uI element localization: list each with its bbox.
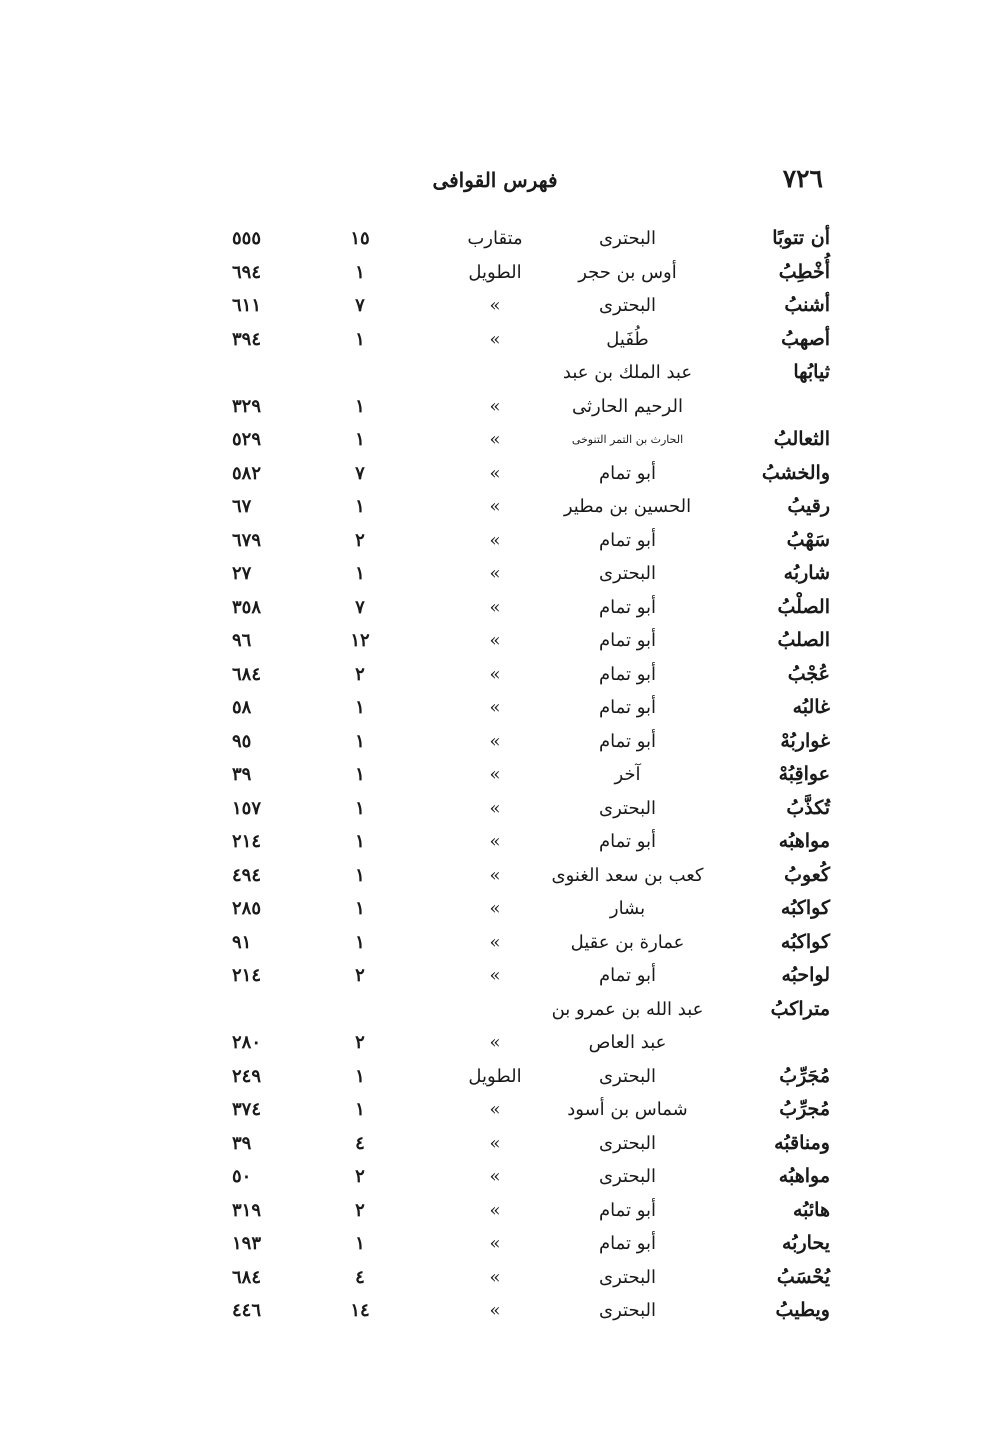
verse-count: ١ — [355, 730, 365, 752]
table-row — [0, 490, 1005, 524]
poet-name: طُفَيل — [606, 328, 649, 350]
poet-name: البحترى — [599, 563, 656, 584]
meter: » — [489, 563, 501, 584]
page-reference: ٣٥٨ — [232, 596, 262, 618]
verse-count: ٢ — [355, 1199, 365, 1221]
meter: » — [489, 395, 501, 417]
poet-name: أبو تمام — [598, 462, 657, 484]
rhyme-word: والخشبُ — [761, 461, 830, 484]
table-row — [0, 222, 1005, 256]
meter: » — [489, 295, 501, 316]
table-row — [0, 758, 1005, 792]
meter: » — [489, 1099, 501, 1120]
poet-name: أبو تمام — [598, 663, 657, 685]
poet-name: الحارث بن التمر التنوخى — [571, 433, 684, 446]
verse-count — [330, 356, 390, 390]
meter: » — [489, 462, 501, 484]
page-reference: ٦٨٤ — [232, 1266, 262, 1288]
rhyme-word: غالبُه — [792, 696, 830, 718]
verse-count: ١ — [355, 1233, 365, 1254]
rhyme-word: مُجرِّبُ — [779, 1098, 830, 1120]
page-reference: ٥٨ — [232, 697, 252, 718]
poet-name: أبو تمام — [598, 630, 657, 651]
page-reference: ١٥٧ — [232, 797, 262, 819]
rhyme-word: يحاربُه — [782, 1232, 830, 1254]
meter — [440, 993, 550, 1027]
table-row — [0, 691, 1005, 725]
page-header — [0, 160, 1005, 204]
meter: » — [489, 831, 501, 852]
meter: » — [489, 1233, 501, 1254]
poet-name: الحسين بن مطير — [563, 496, 692, 517]
rhyme-word: هائبُه — [792, 1198, 830, 1221]
meter: » — [489, 697, 501, 718]
table-row — [0, 390, 1005, 424]
meter: » — [489, 931, 501, 953]
page-reference: ٢٨٠ — [232, 1032, 262, 1053]
poet-name: البحترى — [599, 1132, 656, 1154]
rhyme-word: عواقِبُهْ — [778, 763, 830, 785]
page-number: ٧٢٦ — [782, 164, 823, 193]
table-row — [0, 289, 1005, 323]
rhyme-word: الصلْبُ — [777, 595, 830, 618]
meter: الطويل — [468, 261, 522, 283]
poet-name: أبو تمام — [598, 730, 657, 752]
meter: » — [489, 496, 501, 517]
rhyme-word: لواحبُه — [781, 964, 830, 986]
meter: » — [489, 898, 501, 919]
verse-count: ٧ — [355, 462, 365, 484]
table-row — [0, 557, 1005, 591]
rhyme-word: أن تتوبًا — [772, 227, 830, 249]
verse-count: ٢ — [355, 965, 365, 986]
poet-name: البحترى — [599, 1065, 656, 1087]
page-reference: ٣٧٤ — [232, 1099, 262, 1120]
poet-name: أبو تمام — [598, 831, 657, 852]
meter: » — [489, 328, 501, 350]
rhyme-word: رقيبُ — [787, 495, 830, 517]
meter: » — [489, 1166, 501, 1187]
page-reference: ٦٨٤ — [232, 663, 262, 685]
table-row — [0, 792, 1005, 826]
table-row — [0, 926, 1005, 960]
verse-count: ٢ — [355, 1166, 365, 1187]
meter: » — [489, 764, 501, 785]
page-reference: ٢١٤ — [232, 831, 262, 852]
page-reference: ٤٩٤ — [232, 864, 262, 886]
meter: » — [489, 529, 501, 551]
verse-count: ٤ — [355, 1266, 365, 1288]
table-row — [0, 591, 1005, 625]
verse-count: ١ — [355, 1065, 365, 1087]
page-reference: ٣٩ — [232, 1132, 252, 1154]
table-row — [0, 524, 1005, 558]
verse-count: ١ — [355, 864, 365, 886]
page-reference: ٥٠ — [232, 1166, 252, 1187]
page-reference — [232, 993, 312, 1027]
rhyme-word — [720, 390, 830, 424]
poet-name: البحترى — [599, 1166, 656, 1187]
page-reference: ٢٤٩ — [232, 1065, 262, 1087]
verse-count: ٧ — [355, 596, 365, 618]
page-reference: ٤٤٦ — [232, 1300, 262, 1321]
rhyme-word: ويطيبُ — [775, 1299, 830, 1321]
table-row — [0, 1194, 1005, 1228]
table-row — [0, 624, 1005, 658]
page-reference: ٩١ — [232, 931, 252, 953]
poet-name: أوس بن حجر — [578, 261, 677, 283]
verse-count: ١ — [355, 395, 365, 417]
poet-name: عمارة بن عقيل — [570, 931, 685, 953]
rhyme-word: تُكذَّبُ — [786, 796, 830, 819]
rhyme-word: ومناقبُه — [774, 1131, 830, 1154]
poet-name: عبد الملك بن عبد — [562, 362, 693, 383]
rhyme-word: شاربُه — [783, 562, 830, 584]
table-row — [0, 658, 1005, 692]
rhyme-word: مواهبُه — [778, 830, 830, 852]
table-row — [0, 256, 1005, 290]
poet-name: البحترى — [599, 228, 656, 249]
rhyme-word: عُجْبُ — [787, 662, 830, 685]
verse-count: ١ — [355, 831, 365, 852]
table-row — [0, 1127, 1005, 1161]
verse-count — [330, 993, 390, 1027]
verse-count: ٢ — [355, 529, 365, 551]
verse-count: ١ — [355, 797, 365, 819]
rhyme-word: مواهبُه — [778, 1165, 830, 1187]
poet-name: عبد العاص — [588, 1032, 667, 1053]
table-row — [0, 859, 1005, 893]
rhyme-word: مُجَرِّبُ — [779, 1064, 830, 1087]
rhyme-word: كواكبُه — [780, 930, 830, 953]
rhyme-word: ثيابُها — [793, 361, 830, 383]
rhyme-index-table — [0, 222, 1005, 1328]
meter: » — [489, 630, 501, 651]
meter: » — [489, 1199, 501, 1221]
poet-name: أبو تمام — [598, 697, 657, 718]
verse-count: ١ — [355, 898, 365, 919]
page-reference: ٦٩٤ — [232, 261, 262, 283]
verse-count: ١٢ — [350, 630, 370, 651]
meter: » — [489, 864, 501, 886]
poet-name: أبو تمام — [598, 529, 657, 551]
page-reference: ٩٦ — [232, 630, 252, 651]
table-row — [0, 993, 1005, 1027]
verse-count: ١ — [355, 931, 365, 953]
verse-count: ٢ — [355, 663, 365, 685]
page-reference: ٦٧٩ — [232, 529, 262, 551]
meter: متقارب — [467, 228, 523, 249]
verse-count: ١ — [355, 764, 365, 785]
verse-count: ١ — [355, 429, 365, 450]
page-reference: ٥٥٥ — [232, 228, 262, 249]
meter: » — [489, 596, 501, 618]
table-row — [0, 1261, 1005, 1295]
rhyme-word: كواكبُه — [780, 897, 830, 919]
table-row — [0, 725, 1005, 759]
table-row — [0, 1294, 1005, 1328]
poet-name: الرحيم الحارثى — [572, 395, 683, 417]
page-reference: ٣٩ — [232, 764, 252, 785]
rhyme-word: غواربُهْ — [780, 729, 830, 752]
verse-count: ١ — [355, 261, 365, 283]
verse-count: ١ — [355, 496, 365, 517]
verse-count: ١ — [355, 697, 365, 718]
meter: » — [489, 663, 501, 685]
table-row — [0, 457, 1005, 491]
table-row — [0, 323, 1005, 357]
poet-name: شماس بن أسود — [567, 1099, 688, 1120]
poet-name: أبو تمام — [598, 1199, 657, 1221]
meter: » — [489, 965, 501, 986]
meter: » — [489, 1032, 501, 1053]
rhyme-word: سَهْبُ — [786, 528, 830, 551]
poet-name: أبو تمام — [598, 596, 657, 618]
page-title: فهرس القوافى — [432, 168, 558, 192]
rhyme-word: الثعالبُ — [773, 428, 830, 450]
page-reference: ٦٧ — [232, 496, 252, 517]
table-row — [0, 825, 1005, 859]
verse-count: ١ — [355, 328, 365, 350]
poet-name: أبو تمام — [598, 1233, 657, 1254]
poet-name: البحترى — [599, 797, 656, 819]
poet-name: بشار — [609, 898, 646, 919]
page-reference: ٣١٩ — [232, 1199, 262, 1221]
poet-name: كعب بن سعد الغنوى — [551, 864, 704, 886]
page-reference: ٢٧ — [232, 563, 252, 584]
page-reference: ٣٢٩ — [232, 395, 262, 417]
verse-count: ٤ — [355, 1132, 365, 1154]
page-reference: ٢٨٥ — [232, 898, 262, 919]
page-reference: ٦١١ — [232, 295, 262, 316]
verse-count: ١٤ — [350, 1300, 370, 1321]
meter: » — [489, 730, 501, 752]
table-row — [0, 1026, 1005, 1060]
meter: الطويل — [468, 1065, 522, 1087]
table-row — [0, 356, 1005, 390]
verse-count: ١ — [355, 1099, 365, 1120]
table-row — [0, 1160, 1005, 1194]
table-row — [0, 959, 1005, 993]
page-reference: ١٩٣ — [232, 1233, 262, 1254]
page-reference: ٩٥ — [232, 730, 252, 752]
rhyme-word: أُخْطِبُ — [778, 260, 830, 283]
rhyme-word: أشنبُ — [784, 294, 830, 316]
verse-count: ١٥ — [350, 228, 370, 249]
table-row — [0, 1093, 1005, 1127]
meter: » — [489, 797, 501, 819]
verse-count: ١ — [355, 563, 365, 584]
page-reference: ٥٨٢ — [232, 462, 262, 484]
rhyme-word: كُعوبُ — [784, 863, 830, 886]
page-reference — [232, 356, 312, 390]
poet-name: آخر — [614, 764, 641, 785]
table-row — [0, 1060, 1005, 1094]
meter: » — [489, 1132, 501, 1154]
meter: » — [489, 1300, 501, 1321]
meter: » — [489, 1266, 501, 1288]
poet-name: عبد الله بن عمرو بن — [551, 998, 704, 1020]
verse-count: ٧ — [355, 295, 365, 316]
rhyme-word: أصهبُ — [781, 327, 830, 350]
page-reference: ٥٢٩ — [232, 429, 262, 450]
rhyme-word: متراكبُ — [770, 997, 830, 1020]
meter: » — [489, 429, 501, 450]
page-reference: ٢١٤ — [232, 965, 262, 986]
rhyme-word: الصلبُ — [777, 629, 830, 651]
rhyme-word: يُحْسَبُ — [776, 1265, 830, 1288]
poet-name: البحترى — [599, 1266, 656, 1288]
poet-name: البحترى — [599, 1300, 656, 1321]
table-row — [0, 423, 1005, 457]
page-reference: ٣٩٤ — [232, 328, 262, 350]
rhyme-word — [720, 1026, 830, 1060]
poet-name: أبو تمام — [598, 965, 657, 986]
poet-name: البحترى — [599, 295, 656, 316]
table-row — [0, 1227, 1005, 1261]
table-row — [0, 892, 1005, 926]
meter — [440, 356, 550, 390]
verse-count: ٢ — [355, 1032, 365, 1053]
